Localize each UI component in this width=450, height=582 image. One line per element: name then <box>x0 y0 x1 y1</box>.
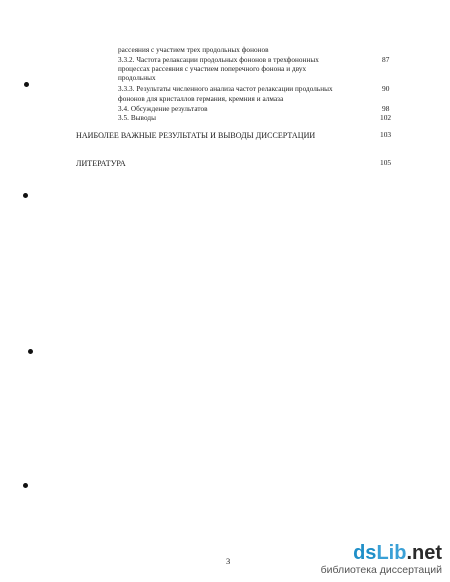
binder-hole-mark <box>24 82 29 87</box>
toc-line: фононов для кристаллов германия, кремния и алмаза <box>118 95 284 103</box>
watermark-subtitle: библиотека диссертаций <box>320 564 442 576</box>
toc-section-literature: ЛИТЕРАТУРА <box>76 159 126 168</box>
toc-entry-3-4: 3.4. Обсуждение результатов <box>118 105 208 113</box>
toc-line: продольных <box>118 74 156 82</box>
page-number: 3 <box>226 556 231 566</box>
toc-entry-3-3-3: 3.3.3. Результаты численного анализа частот релаксации продольных <box>118 85 333 93</box>
binder-hole-mark <box>23 483 28 488</box>
toc-entry-3-5: 3.5. Выводы <box>118 114 156 122</box>
toc-page-number: 90 <box>382 84 390 93</box>
binder-hole-mark <box>28 349 33 354</box>
toc-page-number: 102 <box>380 113 392 122</box>
toc-page-number: 103 <box>380 130 392 139</box>
toc-entry-3-3-2: 3.3.2. Частота релаксации продольных фононов в трехфононных <box>118 56 319 64</box>
toc-page-number: 98 <box>382 104 390 113</box>
toc-page-number: 105 <box>380 158 392 167</box>
toc-line: рассеяния с участием трех продольных фононов <box>118 46 269 54</box>
toc-page-number: 87 <box>382 55 390 64</box>
toc-line: процессах рассеяния с участием поперечного фонона и двух <box>118 65 307 73</box>
watermark <box>321 543 442 576</box>
binder-hole-mark <box>23 193 28 198</box>
toc-section-results: НАИБОЛЕЕ ВАЖНЫЕ РЕЗУЛЬТАТЫ И ВЫВОДЫ ДИССЕРТАЦИИ <box>76 131 316 140</box>
watermark-logo: dsLib.net <box>353 542 442 564</box>
